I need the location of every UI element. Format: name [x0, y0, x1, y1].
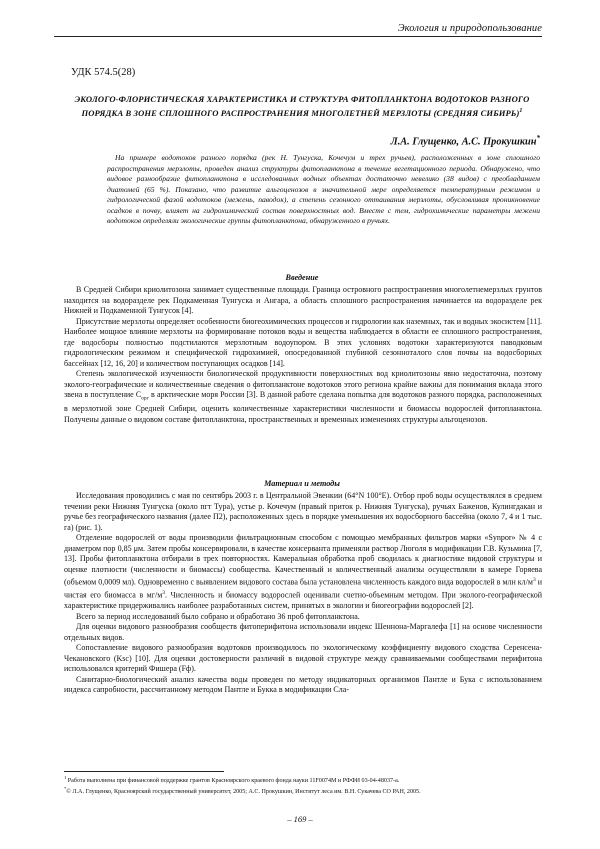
methods-section [64, 491, 542, 696]
footnote-text: © Л.А. Глущенко, Красноярский государственный университет, 2005; А.С. Прокушкин, Институт леса им. В.Н. Сукачева СО РАН, 2005. [66, 789, 421, 796]
section-title: Экология и природопользование [397, 23, 542, 34]
running-header [54, 14, 542, 37]
authors-text: Л.А. Глущенко, А.С. Прокушкин [390, 136, 537, 148]
text-run: . Численность и биомассу водорослей оценивали счетно-объемным методом. При эколого-географической характеристике придерживались наиболее разработанных систем, принятых в экологии и биогеографии водорослей [2]. [64, 590, 542, 611]
intro-paragraph [64, 369, 542, 425]
methods-paragraph: Санитарно-биологический анализ качества воды проведен по методу индикаторных организмов Пантле и Бука с использованием индекса сапробности, рассчитанному методом Пантле и Букка в модификации Сла- [64, 674, 542, 695]
footnotes [64, 774, 542, 796]
text-run: и чистая его биомасса в мг/м [64, 577, 542, 600]
methods-paragraph: Исследования проводились с мая по сентябрь 2003 г. в Центральной Эвенкии (64°N 100°E). Отбор проб воды осуществлялся в среднем течении реки Нижняя Тунгуска (около пгт Тура), устье р. Кочечум (правый приток р. Нижняя Тунгуска), ручьях Баженов, Кулингдакан и ручье без географического названия (далее П2), расположенных здесь в порядке уменьшения их водосборного бассейна (около 7, 4 и 1 тыс. га) (рис. 1). [64, 491, 542, 532]
methods-heading: Материал и методы [264, 479, 340, 488]
footnote [64, 785, 542, 796]
footnote [64, 774, 542, 785]
methods-paragraph: Всего за период исследований было собрано и обработано 36 проб фитопланктона. [76, 611, 360, 621]
text-run: Степень экологической изученности биологической продуктивности поверхностных вод криолитозоны явно недостаточна, поэтому эколого-географические и количественные сведения о фитопланктоне водотоков этого региона крайне важны для понимания вклада этого звена в поступление C [64, 369, 542, 399]
methods-paragraph: Для оценки видового разнообразия сообществ фитоперифитона использовали индекс Шеннона-Маргалефа [1] на основе численности отдельных видов. [64, 622, 542, 642]
footnote-mark: 1 [64, 775, 67, 780]
footnote-text: Работа выполнена при финансовой поддержке грантов Красноярского краевого фонда науки 11F0074M и РФФИ 03-04-48037-а. [66, 778, 400, 785]
title-footnote-mark: 1 [519, 107, 523, 114]
subscript: орг [141, 395, 149, 402]
authors-footnote-mark: * [536, 134, 540, 142]
intro-section [64, 285, 542, 425]
superscript: 3 [532, 577, 536, 583]
intro-paragraph: В Средней Сибири криолитозона занимает существенные площади. Граница островного распространения многолетнемерзлых грунтов находится на водоразделе рек Подкаменная Тунгуска и Ангара, а область сплошного распространения начинается на водоразделе рек Нижней и Подкаменной Тунгусок [4]. [64, 285, 542, 315]
text-run: Отделение водорослей от воды производили фильтрационным способом с помощью мембранных фильтров марки «Synpor» № 4 с диаметром пор 0,85 μм. Затем пробы консервировали, в качестве консерванта применяли раствор Люголя в модификации Г.В. Кузьмина [7, 13]. Пробы фитопланктона отбирали в трех повторностях. Камеральная обработка проб сводилась к диагностике видовой структуры и оценке плотности (численности и биомассы) сообщества. Качественный и количественный анализы осуществляли в камере Горяева (объемом 0,0009 мл). Одновременно с выявлением видового состава была установлена численность каждого вида водорослей в млн кл/м [64, 533, 542, 587]
udk-code: УДК 574.5(28) [71, 67, 136, 78]
superscript: 3 [162, 590, 166, 597]
methods-paragraph: Сопоставление видового разнообразия водотоков производилось по экологическому коэффициенту видового сходства Серенсена-Чекановского (Ksc) [10]. Для оценки достоверности различий в видовой структуре между сравниваемыми сообществами перифитона использовался критерий Фишера (Fф). [64, 643, 542, 674]
page-number: – 169 – [287, 814, 313, 824]
text-run: в арктические моря России [3]. В данной работе сделана попытка для водотоков разного порядка, расположенных в мерзлотной зоне Средней Сибири, оценить количественные характеристики численности и биомассы водорослей фитопланктона. Получены данные о видовом составе фитопланктона, пространственных и временных изменениях структуры альгоценозов. [64, 390, 542, 424]
intro-heading: Введение [285, 273, 319, 282]
footnote-divider [64, 771, 224, 772]
article-title [64, 94, 540, 119]
article-title-text: ЭКОЛОГО-ФЛОРИСТИЧЕСКАЯ ХАРАКТЕРИСТИКА И СТРУКТУРА ФИТОПЛАНКТОНА ВОДОТОКОВ РАЗНОГО ПОРЯДКА В ЗОНЕ СПЛОШНОГО РАСПРОСТРАНЕНИЯ МНОГОЛЕТНЕЙ МЕРЗЛОТЫ (СРЕДНЯЯ СИБИРЬ) [74, 94, 530, 118]
intro-paragraph: Присутствие мерзлоты определяет особенности биогеохимических процессов и гидрологии как наземных, так и водных экосистем [11]. Наиболее мощное влияние мерзлоты на формирование потоков воды и вещества наблюдается в области ее сплошного распространения, где водосборы полностью подстилаются мерзлотным водоупором. В этих условиях водотоки характеризуются паводковым гидрологическим режимом и специфической гидрохимией, опосредованной глубиной сезоннoталого слоя почвы на водосборных бассейнах [12, 16, 20] и количеством поступающих осадков [14]. [64, 316, 542, 368]
footnote-mark: * [64, 786, 67, 792]
methods-paragraph [64, 533, 542, 612]
abstract: На примере водотоков разного порядка (рек Н. Тунгуска, Кочечум и трех ручьев), расположенных в зоне сплошного распространения мерзлоты, проведен анализ структуры фитопланктона в течение вегетационного периода. Обнаружено, что видовое разнообразие фитопланктона в исследованных водных объектах достаточно невелико (38 видов) с преобладанием диатомей (65 %). Показано, что развитие альгоценозов в значительной мере определяется температурным режимом и гидрологической фазой водотоков (межень, паводок), а степень сезонного оттаивания мерзлоты, обусловливая проникновение осадков в почву, влияет на гидрохимический состав поверхностных вод. Вместе с тем, гидрохимические параметры межени водотоков определяли экологические группы фитопланктона, обнаруженного в ручьях. [107, 153, 540, 226]
authors [391, 134, 540, 147]
